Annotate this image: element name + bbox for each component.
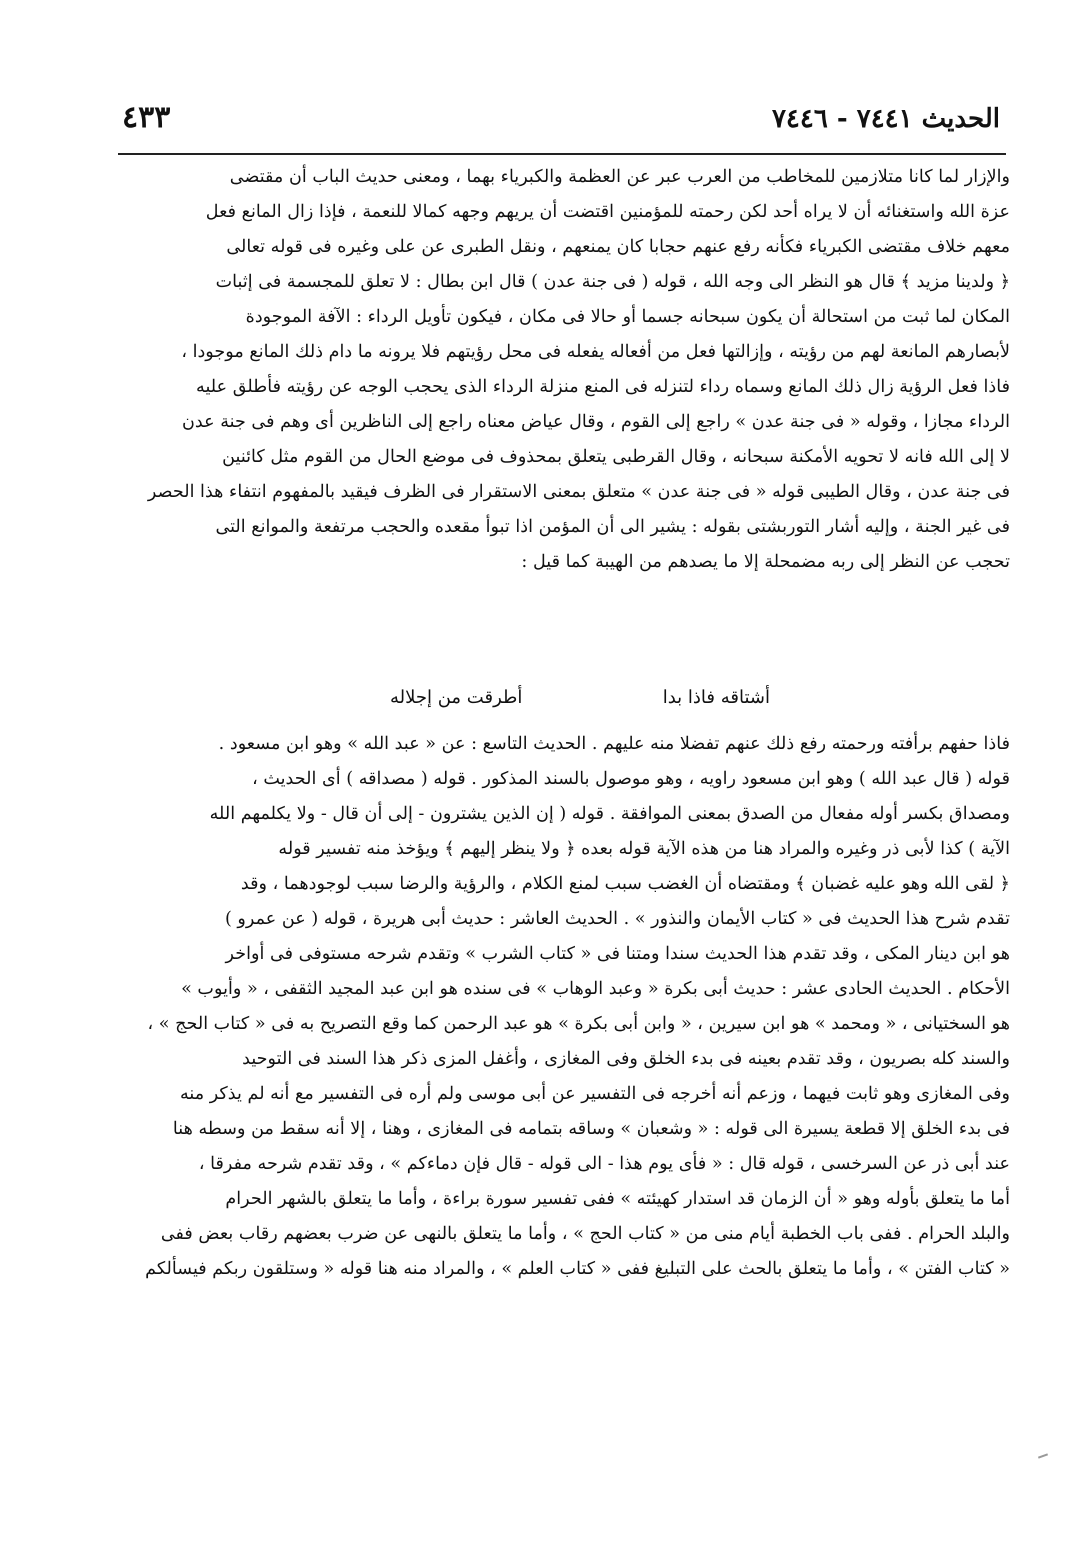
text-line: فاذا حفهم برأفته ورحمته رفع ذلك عنهم تفضلا منه عليهم . الحديث التاسع : عن « عبد الله » وهو ابن مسعود . [218,734,1010,754]
text-line: لأبصارهم المانعة لهم من رؤيته ، وإزالتها فعل من أفعاله يفعله فى محل رؤيتهم فلا يرونه ما دام ذلك المانع موجودا ، [181,342,1010,362]
verse-first-hemistich: أشتاقه فاذا بدا [662,687,770,708]
text-line: عزة الله واستغنائه أن لا يراه أحد لكن رحمته للمؤمنين اقتضت أن يريهم وجهه كمالا للنعمة ، فإذا زال المانع فعل [205,202,1010,222]
text-line: الآية ) كذا لأبى ذر وغيره والمراد هنا من هذه الآية قوله بعده ﴿ ولا ينظر إليهم ﴾ ويؤخذ منه تفسير قوله [278,839,1010,859]
text-line: وفى المغازى وهو ثابت فيهما ، وزعم أنه أخرجه فى التفسير عن أبى موسى ولم أره فى التفسير مع أنه لم يذكر منه [179,1084,1010,1104]
text-line: ﴿ لقى الله وهو عليه غضبان ﴾ ومقتضاه أن الغضب سبب لمنع الكلام ، والرؤية والرضا سبب لوجودهما ، وقد [240,874,1010,894]
text-line: المكان لما ثبت من استحالة أن يكون سبحانه جسما أو حالا فى مكان ، فيكون تأويل الرداء : الآفة الموجودة [245,307,1010,327]
text-line: فاذا فعل الرؤية زال ذلك المانع وسماه رداء لتنزله فى المنع منزلة الرداء الذى يحجب الوجه عن رؤيته فأطلق عليه [196,377,1010,397]
hadith-range-title: الحديث ٧٤٤١ - ٧٤٤٦ [771,104,1000,134]
text-line: والبلد الحرام . ففى باب الخطبة أيام منى من « كتاب الحج » ، وأما ما يتعلق بالنهى عن ضرب بعضهم رقاب بعض ففى [160,1224,1010,1244]
text-line: عند أبى ذر عن السرخسى ، قوله قال : « فأى يوم هذا - الى قوله - قال فإن دماءكم » ، وقد تقدم شرحه مفرقا ، [198,1154,1010,1174]
text-line: تحجب عن النظر إلى ربه مضمحلة إلا ما يصدهم من الهيبة كما قيل : [521,552,1010,572]
text-line: قوله ( قال عبد الله ) وهو ابن مسعود راويه ، وهو موصول بالسند المذكور . قوله ( مصداقه ) أى الحديث ، [252,769,1010,789]
poetry-verse [390,683,770,719]
text-line: « كتاب الفتن » ، وأما ما يتعلق بالحث على التبليغ ففى « كتاب العلم » ، والمراد منه هنا قوله « وستلقون ربكم فيسألكم [145,1259,1010,1279]
text-line: أما ما يتعلق بأوله وهو « أن الزمان قد استدار كهيئته » ففى تفسير سورة براءة ، وأما ما يتعلق بالشهر الحرام [225,1189,1010,1209]
text-line: لا إلى الله فانه لا تحويه الأمكنة سبحانه ، وقال القرطبى يتعلق بمحذوف فى موضع الحال من القوم مثل كائنين [222,447,1010,467]
text-line: والسند كله بصريون ، وقد تقدم بعينه فى بدء الخلق وفى المغازى ، وأغفل المزى ذكر هذا السند فى التوحيد [242,1049,1010,1069]
commentary-paragraph-2 [120,727,1010,1287]
commentary-paragraph-1 [120,160,1010,580]
text-line: فى بدء الخلق إلا قطعة يسيرة الى قوله : « وشعبان » وساقه بتمامه فى المغازى ، وهنا ، إلا أنه سقط من وسطه هنا [172,1119,1010,1139]
text-line: والإزار لما كانا متلازمين للمخاطب من العرب عبر عن العظمة والكبرياء بهما ، ومعنى حديث الباب أن مقتضى [229,167,1010,187]
verse-second-hemistich: أطرقت من إجلاله [390,687,523,708]
header-divider [118,153,1006,155]
page-number: ٤٣٣ [122,100,171,135]
text-line: تقدم شرح هذا الحديث فى « كتاب الأيمان والنذور » . الحديث العاشر : حديث أبى هريرة ، قوله ( عن عمرو ) [224,909,1010,929]
page-header [118,98,1006,150]
text-line: فى جنة عدن ، وقال الطيبى قوله « فى جنة عدن » متعلق بمعنى الاستقرار فى الظرف فيقيد بالمفهوم انتفاء هذا الحصر [147,482,1010,502]
text-line: هو ابن دينار المكى ، وقد تقدم هذا الحديث سندا ومتنا فى « كتاب الشرب » وتقدم شرحه مستوفى فى أواخر [225,944,1010,964]
text-line: الأحكام . الحديث الحادى عشر : حديث أبى بكرة « وعبد الوهاب » فى سنده هو ابن عبد المجيد الثقفى ، « وأيوب » [181,979,1010,999]
text-line: الرداء مجازا ، وقوله « فى جنة عدن » راجع إلى القوم ، وقال عياض معناه راجع إلى الناظرين أى وهم فى جنة عدن [181,412,1010,432]
scan-speck [1038,1453,1048,1458]
text-line: هو السختيانى ، « ومحمد » هو ابن سيرين ، « وابن أبى بكرة » هو عبد الرحمن كما وقع التصريح به فى « كتاب الحج » ، [147,1014,1010,1034]
text-line: ومصداق بكسر أوله مفعال من الصدق بمعنى الموافقة . قوله ( إن الذين يشترون - إلى أن قال - ولا يكلمهم الله [209,804,1010,824]
text-line: ﴿ ولدينا مزيد ﴾ قال هو النظر الى وجه الله ، قوله ( فى جنة عدن ) قال ابن بطال : لا تعلق للمجسمة فى إثبات [215,272,1010,292]
text-line: فى غير الجنة ، وإليه أشار التوربشتى بقوله : يشير الى أن المؤمن اذا تبوأ مقعده والحجب مرتفعة والموانع التى [215,517,1010,537]
text-line: معهم خلاف مقتضى الكبرياء فكأنه رفع عنهم حجابا كان يمنعهم ، ونقل الطبرى عن على وغيره فى قوله تعالى [226,237,1010,257]
